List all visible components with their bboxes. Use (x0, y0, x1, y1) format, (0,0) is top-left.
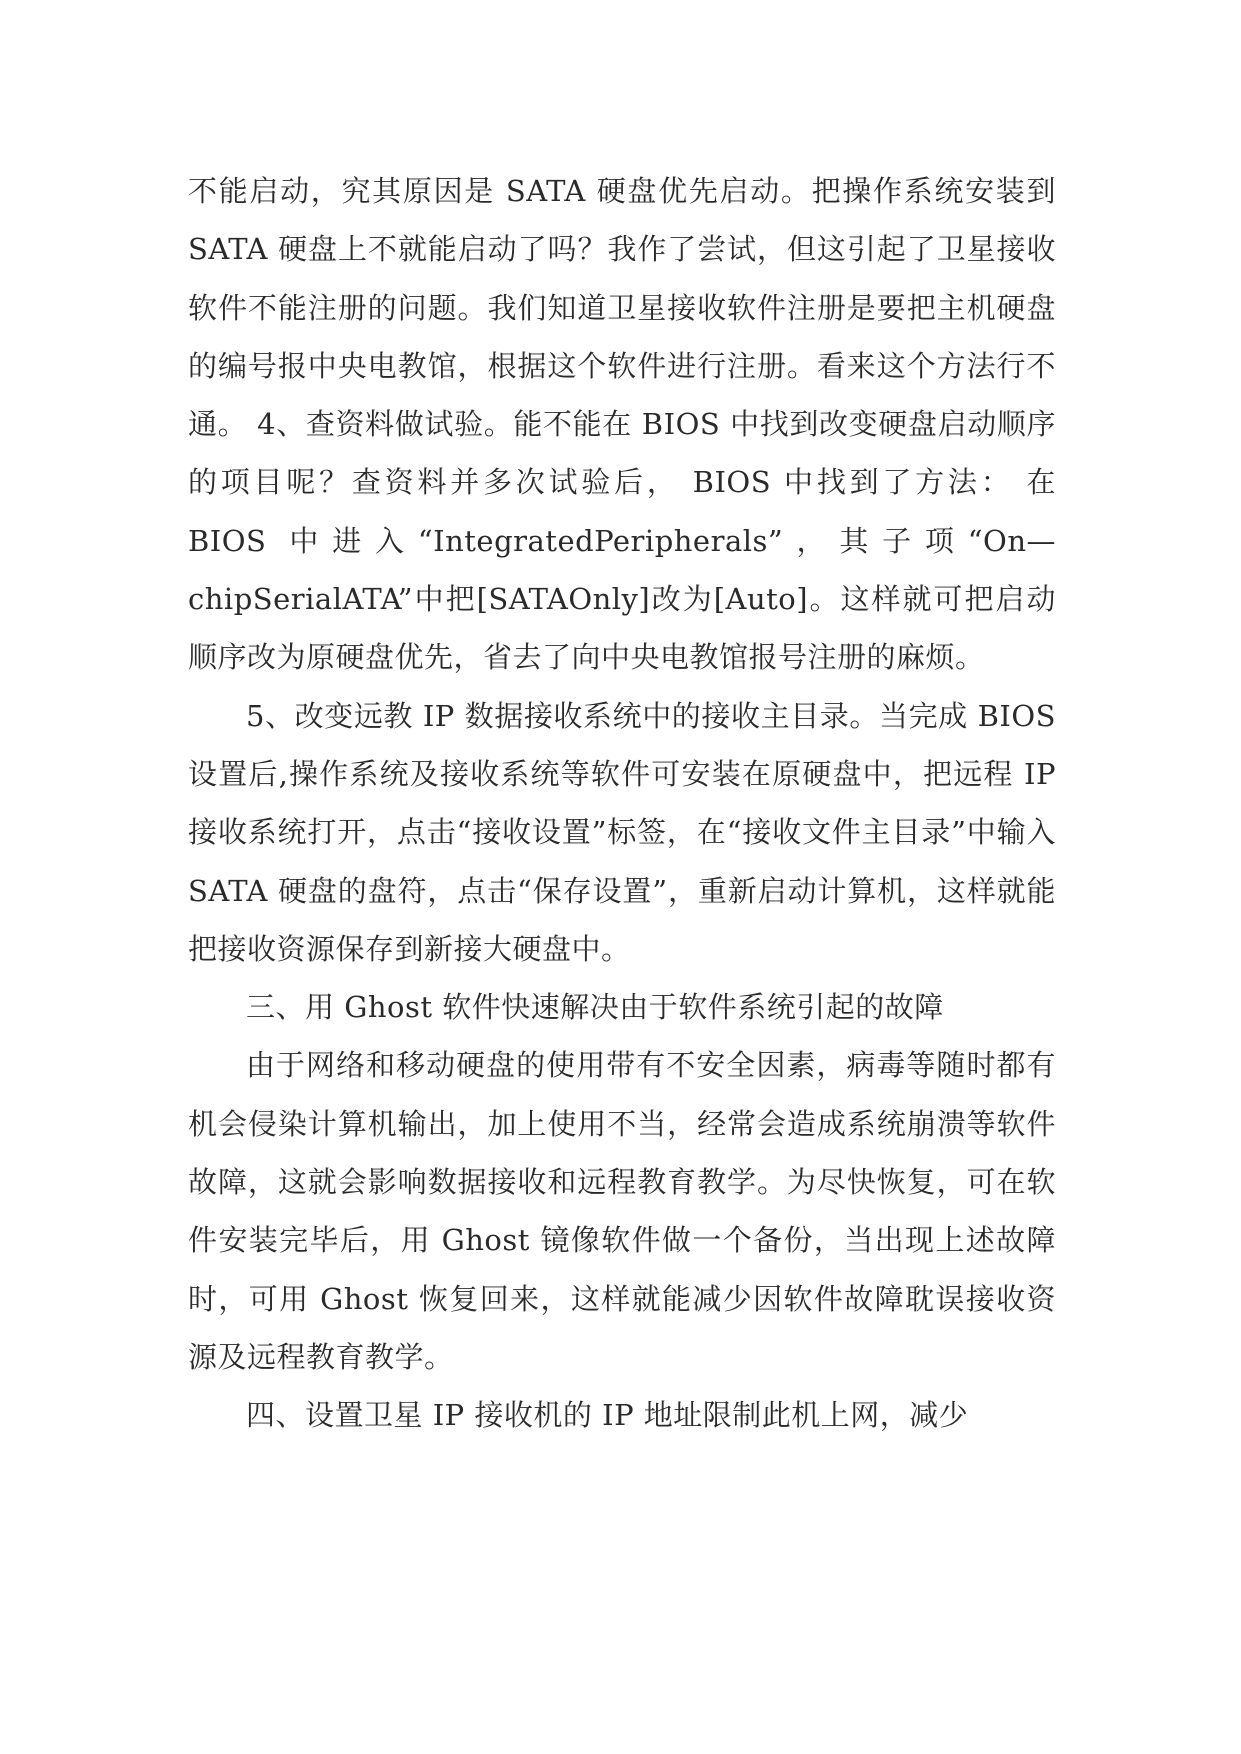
section-heading-ghost: 三、用 Ghost 软件快速解决由于软件系统引起的故障 (246, 990, 944, 1025)
document-page (188, 162, 1056, 1445)
paragraph-ghost-backup: 由于网络和移动硬盘的使用带有不安全因素，病毒等随时都有机会侵染计算机输出，加上使用不当，经常会造成系统崩溃等软件故障，这就会影响数据接收和远程教育教学。为尽快恢复，可在软件安装完毕后，用 Ghost 镜像软件做一个备份，当出现上述故障时，可用 Ghost 恢复回来，这样就能减少因软件故障耽误接收资源及远程教育教学。 (188, 1048, 1056, 1374)
paragraph-bios-boot-order: 不能启动，究其原因是 SATA 硬盘优先启动。把操作系统安装到 SATA 硬盘上不就能启动了吗？我作了尝试，但这引起了卫星接收软件不能注册的问题。我们知道卫星接收软件注册是要把主机硬盘的编号报中央电教馆，根据这个软件进行注册。看来这个方法行不通。 4、查资料做试验。能不能在 BIOS 中找到改变硬盘启动顺序的项目呢？查资料并多次试验后， BIOS 中找到了方法： 在 BIOS 中进入“IntegratedPeripherals”，其子项“On—chipSerialATA”中把[SATAOnly]改为[Auto]。这样就可把启动顺序改为原硬盘优先，省去了向中央电教馆报号注册的麻烦。 (188, 174, 1056, 675)
section-heading-ip-limit: 四、设置卫星 IP 接收机的 IP 地址限制此机上网，减少 (246, 1398, 969, 1433)
paragraph-receive-directory: 5、改变远教 IP 数据接收系统中的接收主目录。当完成 BIOS设置后,操作系统及接收系统等软件可安装在原硬盘中，把远程 IP 接收系统打开，点击“接收设置”标签，在“接收文件主目录”中输入 SATA 硬盘的盘符，点击“保存设置”，重新启动计算机，这样就能把接收资源保存到新接大硬盘中。 (188, 698, 1056, 966)
